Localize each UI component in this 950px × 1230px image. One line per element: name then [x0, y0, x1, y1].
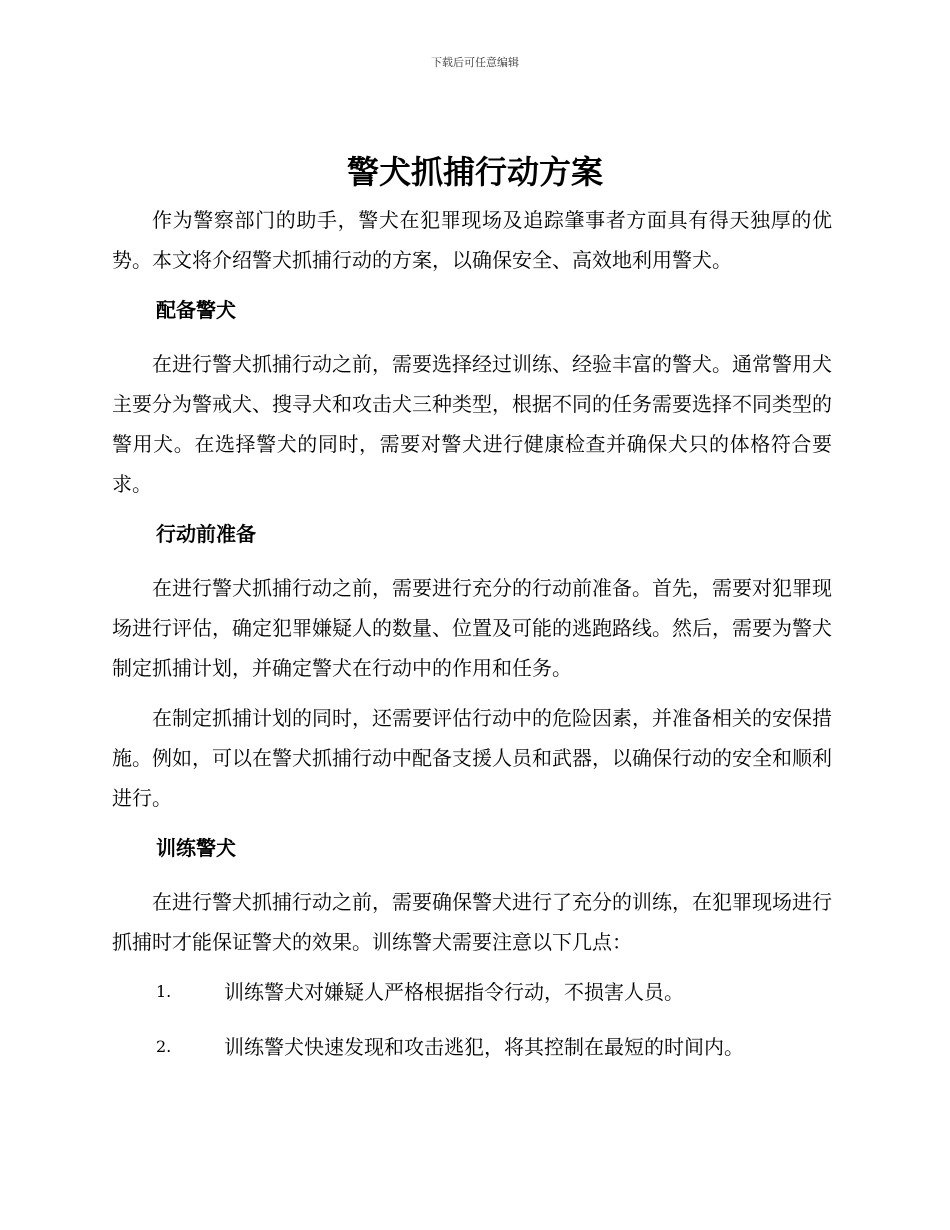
header-note: 下载后可任意编辑 — [431, 56, 519, 69]
document-title: 警犬抓捕行动方案 — [346, 153, 603, 191]
intro-paragraph: 作为警察部门的助手，警犬在犯罪现场及追踪肇事者方面具有得天独厚的优势。本文将介绍警犬抓捕行动的方案，以确保安全、高效地利用警犬。 — [112, 208, 832, 272]
section-paragraph: 在进行警犬抓捕行动之前，需要进行充分的行动前准备。首先，需要对犯罪现场进行评估，确定犯罪嫌疑人的数量、位置及可能的逃跑路线。然后，需要为警犬制定抓捕计划，并确定警犬在行动中的作用和任务。 — [112, 576, 832, 680]
list-item-number: 2. — [156, 1037, 172, 1056]
section-heading-preparation: 行动前准备 — [156, 522, 256, 546]
section-paragraph: 在进行警犬抓捕行动之前，需要选择经过训练、经验丰富的警犬。通常警用犬主要分为警戒犬、搜寻犬和攻击犬三种类型，根据不同的任务需要选择不同类型的警用犬。在选择警犬的同时，需要对警犬进行健康检查并确保犬只的体格符合要求。 — [112, 352, 832, 496]
list-item — [112, 1027, 832, 1067]
section-heading-equip-dogs: 配备警犬 — [156, 298, 236, 322]
list-item — [112, 972, 832, 1012]
list-item-number: 1. — [156, 982, 172, 1001]
section-heading-training: 训练警犬 — [156, 836, 236, 860]
list-item-text: 训练警犬快速发现和攻击逃犯，将其控制在最短的时间内。 — [224, 1035, 744, 1059]
list-item-text: 训练警犬对嫌疑人严格根据指令行动，不损害人员。 — [224, 980, 684, 1004]
section-paragraph: 在制定抓捕计划的同时，还需要评估行动中的危险因素，并准备相关的安保措施。例如，可以在警犬抓捕行动中配备支援人员和武器，以确保行动的安全和顺利进行。 — [112, 706, 832, 810]
document-body — [112, 200, 832, 1082]
section-paragraph: 在进行警犬抓捕行动之前，需要确保警犬进行了充分的训练，在犯罪现场进行抓捕时才能保证警犬的效果。训练警犬需要注意以下几点： — [112, 890, 832, 954]
